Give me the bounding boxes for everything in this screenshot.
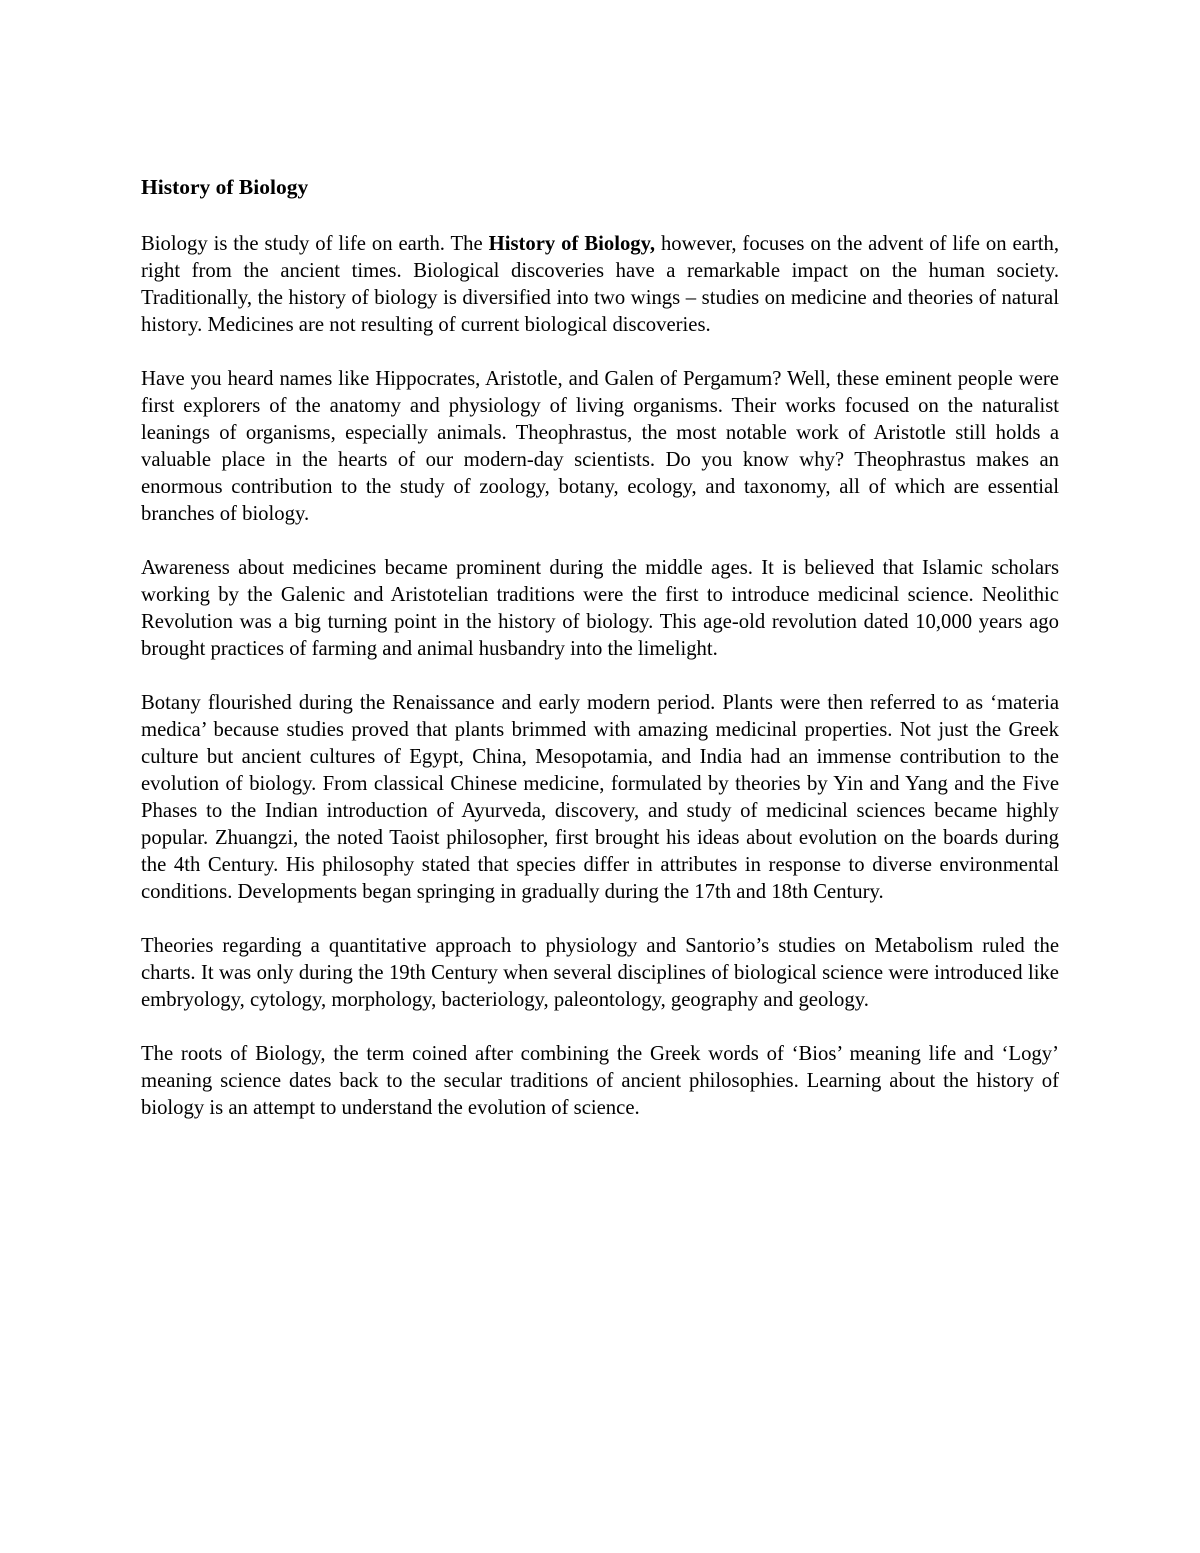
document-body [141, 171, 1059, 1149]
document-title: History of Biology [141, 175, 309, 199]
paragraph-botany-renaissance: Botany flourished during the Renaissance and early modern period. Plants were then referred to as ‘materia medica’ because studies proved that plants brimmed with amazing medicinal properties. Not just the Greek culture but ancient cultures of Egypt, China, Mesopotamia, and India had an immense contribution to the evolution of biology. From classical Chinese medicine, formulated by theories by Yin and Yang and the Five Phases to the Indian introduction of Ayurveda, discovery, and study of medicinal sciences became highly popular. Zhuangzi, the noted Taoist philosopher, first brought his ideas about evolution on the boards during the 4th Century. His philosophy stated that species differ in attributes in response to diverse environmental conditions. Developments began springing in gradually during the 17th and 18th Century. [141, 692, 1059, 903]
paragraph-roots-of-biology: The roots of Biology, the term coined after combining the Greek words of ‘Bios’ meaning life and ‘Logy’ meaning science dates back to the secular traditions of ancient philosophies. Learning about the history of biology is an attempt to understand the evolution of science. [141, 1043, 1059, 1119]
paragraph-19th-century: Theories regarding a quantitative approach to physiology and Santorio’s studies on Metabolism ruled the charts. It was only during the 19th Century when several disciplines of biological science were introduced like embryology, cytology, morphology, bacteriology, paleontology, geography and geology. [141, 935, 1059, 1011]
paragraph-intro-text-start: Biology is the study of life on earth. The [141, 233, 489, 255]
paragraph-middle-ages: Awareness about medicines became prominent during the middle ages. It is believed that Islamic scholars working by the Galenic and Aristotelian traditions were the first to introduce medicinal science. Neolithic Revolution was a big turning point in the history of biology. This age-old revolution dated 10,000 years ago brought practices of farming and animal husbandry into the limelight. [141, 557, 1059, 660]
paragraph-early-scholars: Have you heard names like Hippocrates, Aristotle, and Galen of Pergamum? Well, these eminent people were first explorers of the anatomy and physiology of living organisms. Their works focused on the naturalist leanings of organisms, especially animals. Theophrastus, the most notable work of Aristotle still holds a valuable place in the hearts of our modern-day scientists. Do you know why? Theophrastus makes an enormous contribution to the study of zoology, botany, ecology, and taxonomy, all of which are essential branches of biology. [141, 368, 1059, 525]
paragraph-intro-text-end: however, focuses on the advent of life on earth, right from the ancient times. Biological discoveries have a remarkable impact on the human society. Traditionally, the history of biology is diversified into two wings – studies on medicine and theories of natural history. Medicines are not resulting of current biological discoveries. [141, 233, 1059, 336]
paragraph-intro [141, 231, 1059, 339]
paragraph-intro-bold-term: History of Biology, [488, 233, 656, 255]
